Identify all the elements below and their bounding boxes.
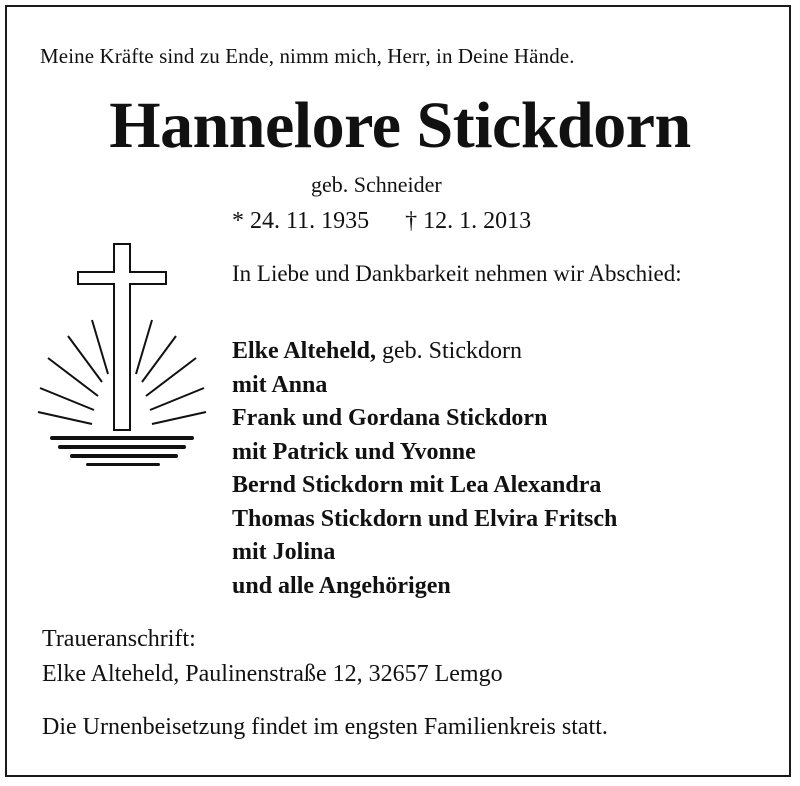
burial-note: Die Urnenbeisetzung findet im engsten Familienkreis statt. bbox=[42, 714, 608, 740]
motto-verse: Meine Kräfte sind zu Ende, nimm mich, Herr, in Deine Hände. bbox=[40, 44, 575, 68]
cross-shape bbox=[78, 244, 166, 430]
deceased-name: Hannelore Stickdorn bbox=[109, 89, 691, 162]
mourning-address: Elke Alteheld, Paulinenstraße 12, 32657 Lemgo bbox=[42, 661, 503, 687]
mourners-list bbox=[232, 335, 617, 603]
intro-text: In Liebe und Dankbarkeit nehmen wir Abschied: bbox=[232, 261, 682, 286]
mourner-line: mit Jolina bbox=[232, 539, 336, 565]
maiden-name: geb. Schneider bbox=[311, 172, 442, 197]
cross-sunrise-icon bbox=[30, 240, 210, 470]
mourner-line: Frank und Gordana Stickdorn bbox=[232, 405, 548, 431]
life-dates bbox=[232, 208, 531, 235]
mourner-line: Thomas Stickdorn und Elvira Fritsch bbox=[232, 505, 618, 532]
mourner-line: mit Patrick und Yvonne bbox=[232, 438, 476, 465]
mourner-line: mit Anna bbox=[232, 371, 328, 398]
mourner-line: Elke Alteheld, geb. Stickdorn bbox=[232, 338, 522, 364]
address-label: Traueranschrift: bbox=[42, 626, 196, 652]
mourner-line: Bernd Stickdorn mit Lea Alexandra bbox=[232, 472, 602, 498]
death-date: † 12. 1. 2013 bbox=[405, 208, 532, 234]
mourner-line: und alle Angehörigen bbox=[232, 572, 451, 599]
birth-date: * 24. 11. 1935 bbox=[232, 208, 370, 234]
